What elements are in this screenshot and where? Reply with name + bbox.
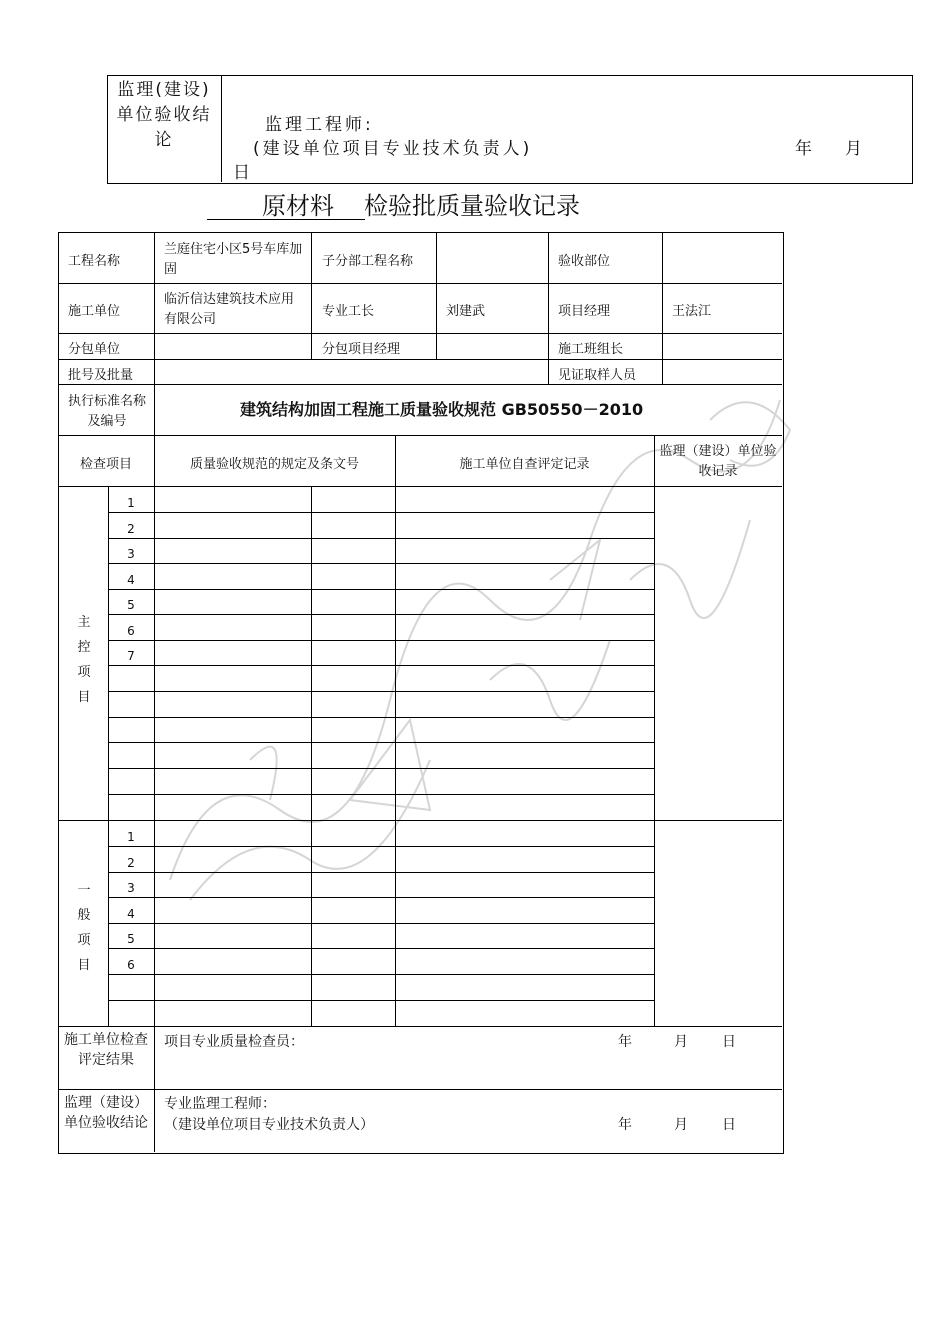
col-supervision: 监理（建设）单位验收记录 bbox=[659, 444, 777, 479]
general-row-number: 4 bbox=[127, 907, 135, 921]
top-day: 日 bbox=[233, 163, 253, 183]
top-conclusion-box bbox=[107, 75, 913, 184]
main-row-number: 3 bbox=[127, 547, 135, 561]
foreman-label: 专业工长 bbox=[322, 304, 375, 319]
main-row-number: 7 bbox=[127, 649, 135, 663]
project-name-value: 兰庭住宅小区5号车库加固 bbox=[164, 242, 303, 277]
check-month: 月 bbox=[674, 1034, 688, 1050]
general-row-number: 5 bbox=[127, 932, 135, 946]
main-control-label: 主控项目 bbox=[77, 615, 91, 705]
title-underline bbox=[207, 219, 365, 220]
accept-conclusion-label: 监理（建设）单位验收结论 bbox=[64, 1095, 148, 1131]
foreman-value: 刘建武 bbox=[446, 304, 486, 319]
main-row-number: 2 bbox=[127, 522, 135, 536]
general-row-number: 6 bbox=[127, 958, 135, 972]
title-part2: 检验批质量验收记录 bbox=[364, 192, 580, 220]
accept-month: 月 bbox=[674, 1117, 688, 1133]
col-item: 检查项目 bbox=[79, 457, 132, 472]
title-part1: 原材料 bbox=[262, 192, 334, 220]
accept-year: 年 bbox=[618, 1117, 632, 1133]
page-title bbox=[262, 186, 580, 221]
main-row-number: 6 bbox=[127, 624, 135, 638]
general-row-number: 1 bbox=[127, 830, 135, 844]
general-row-number: 3 bbox=[127, 881, 135, 895]
top-label: 监理(建设)单位验收结论 bbox=[116, 80, 212, 150]
check-year: 年 bbox=[618, 1034, 632, 1050]
main-row-number: 1 bbox=[127, 496, 135, 510]
accept-day: 日 bbox=[722, 1117, 736, 1133]
subcontract-pm-label: 分包项目经理 bbox=[322, 342, 401, 357]
record-table bbox=[58, 232, 784, 1154]
accept-part-label: 验收部位 bbox=[558, 254, 611, 269]
check-inspector: 项目专业质量检查员： bbox=[164, 1034, 304, 1050]
general-row-number: 2 bbox=[127, 856, 135, 870]
batch-label: 批号及批量 bbox=[68, 368, 134, 383]
sub-project-label: 子分部工程名称 bbox=[322, 254, 414, 269]
standard-value: 建筑结构加固工程施工质量验收规范 GB50550－2010 bbox=[240, 400, 644, 419]
accept-engineer: 专业监理工程师： bbox=[164, 1096, 276, 1112]
project-name-label: 工程名称 bbox=[68, 254, 121, 269]
construction-unit-label: 施工单位 bbox=[68, 304, 121, 319]
top-responsible: (建设单位项目专业技术负责人) bbox=[253, 139, 533, 159]
col-spec: 质量验收规范的规定及条文号 bbox=[189, 457, 359, 472]
construction-unit-value: 临沂信达建筑技术应用有限公司 bbox=[164, 292, 295, 327]
main-row-number: 4 bbox=[127, 573, 135, 587]
accept-responsible: （建设单位项目专业技术负责人） bbox=[164, 1117, 374, 1133]
general-label: 一般项目 bbox=[77, 883, 91, 973]
top-month: 月 bbox=[845, 139, 865, 159]
subcontract-label: 分包单位 bbox=[68, 342, 121, 357]
top-year: 年 bbox=[795, 139, 815, 159]
witness-label: 见证取样人员 bbox=[558, 368, 637, 383]
col-self-check: 施工单位自查评定记录 bbox=[459, 457, 590, 472]
check-day: 日 bbox=[722, 1034, 736, 1050]
pm-label: 项目经理 bbox=[558, 304, 611, 319]
main-row-number: 5 bbox=[127, 598, 135, 612]
pm-value: 王法江 bbox=[672, 304, 712, 319]
check-result-label: 施工单位检查评定结果 bbox=[64, 1032, 148, 1068]
standard-label: 执行标准名称及编号 bbox=[67, 394, 146, 429]
team-leader-label: 施工班组长 bbox=[558, 342, 624, 357]
top-engineer: 监理工程师: bbox=[265, 115, 374, 135]
